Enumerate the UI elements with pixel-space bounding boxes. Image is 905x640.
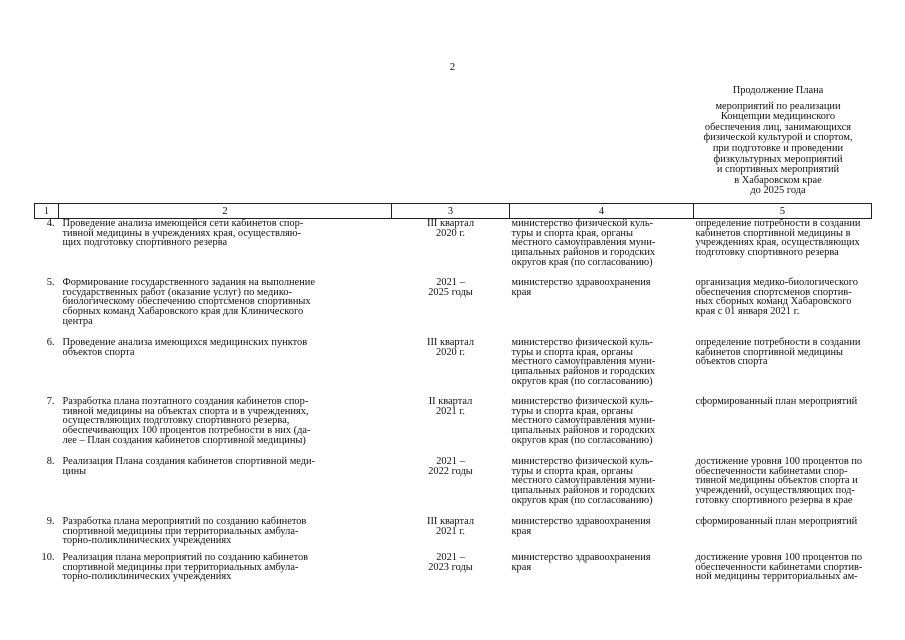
column-number-row <box>35 204 872 219</box>
heading-line: физкультурных мероприятий <box>713 153 843 165</box>
cell-text-line: местного самоуправления муни- <box>511 475 656 487</box>
cell-text-line: объектов спорта <box>62 346 135 358</box>
cell-text-line: спортивной медицины при территориальных амбула- <box>62 561 299 573</box>
heading-line: физической культурой и спортом, <box>703 132 853 144</box>
cell-text-line: обеспечения спортсменов спортив- <box>695 286 852 298</box>
cell-text-line: достижение уровня 100 процентов по <box>695 552 863 563</box>
cell-text-line: сформированный план мероприятий <box>695 516 858 527</box>
cell-text-line: готовку спортивного резерва в крае <box>695 494 853 506</box>
plan-table <box>34 203 872 593</box>
cell-text-line: торно-поликлинических учреждениях <box>62 535 232 547</box>
table-row <box>35 397 872 457</box>
cell-text-line: сборных команд Хабаровского края для Клинического <box>62 306 304 318</box>
cell-text-line: цины <box>62 465 87 477</box>
cell-text-line: края с 01 января 2021 г. <box>695 306 800 318</box>
heading-line: и спортивных мероприятий <box>716 164 840 176</box>
cell-text-line: Проведение анализа имеющихся медицинских пунктов <box>62 337 308 348</box>
cell-text-line: края <box>511 561 532 573</box>
cell-text-line: тивной медицины объектов спорта и <box>695 475 858 487</box>
cell-text-line: III квартал <box>426 337 475 348</box>
table-row <box>35 457 872 517</box>
table-row <box>35 278 872 338</box>
cell-text-line: определение потребности в создании <box>695 218 861 229</box>
result-cell <box>694 553 872 593</box>
term-cell <box>392 457 510 517</box>
cell-text-line: министерство физической куль- <box>511 396 654 407</box>
cell-text-line: ципальных районов и городских <box>511 485 656 497</box>
cell-text-line: туры и спорта края, органы <box>511 227 633 239</box>
heading-line: при подготовке и проведении <box>712 142 844 154</box>
document-heading <box>683 86 873 197</box>
row-number-cell: 10. <box>41 552 55 563</box>
cell-text-line: 2021 – <box>436 552 465 563</box>
event-cell <box>59 397 392 457</box>
cell-text-line: 2025 годы <box>428 286 473 298</box>
cell-text-line: Разработка плана поэтапного создания кабинетов спор- <box>62 396 309 407</box>
column-number-header: 3 <box>392 204 510 219</box>
executor-cell <box>510 517 694 553</box>
column-number-header: 4 <box>510 204 694 219</box>
cell-text-line: Реализация плана мероприятий по созданию кабинетов <box>62 552 309 563</box>
result-cell <box>694 457 872 517</box>
cell-text-line: определение потребности в создании <box>695 337 861 348</box>
cell-text-line: обеспеченности кабинетами спор- <box>695 465 848 477</box>
cell-text-line: ципальных районов и городских <box>511 247 656 259</box>
term-cell <box>392 219 510 279</box>
cell-text-line: Проведение анализа имеющейся сети кабинетов спор- <box>62 218 304 229</box>
cell-text-line: объектов спорта <box>695 356 768 368</box>
cell-text-line: министерство физической куль- <box>511 456 654 467</box>
cell-text-line: достижение уровня 100 процентов по <box>695 456 863 467</box>
column-number-header: 5 <box>694 204 872 219</box>
cell-text-line: щих подготовку спортивного резерва <box>62 237 228 249</box>
page-number: 2 <box>449 61 456 73</box>
column-number-header: 1 <box>35 204 59 219</box>
executor-cell <box>510 219 694 279</box>
cell-text-line: округов края (по согласованию) <box>511 256 653 268</box>
heading-title: Продолжение Плана <box>732 85 824 96</box>
table-row <box>35 219 872 279</box>
cell-text-line: 2021 – <box>436 456 465 467</box>
cell-text-line: министерство физической куль- <box>511 218 654 229</box>
heading-line: Концепции медицинского <box>720 111 836 123</box>
cell-text-line: местного самоуправления муни- <box>511 356 656 368</box>
cell-text-line: обеспеченности кабинетами спортив- <box>695 561 863 573</box>
cell-text-line: 2020 г. <box>435 346 466 358</box>
executor-cell <box>510 278 694 338</box>
cell-text-line: туры и спорта края, органы <box>511 465 633 477</box>
cell-text-line: центра <box>62 315 93 327</box>
cell-text-line: тивной медицины в учреждениях края, осуществляю- <box>62 227 302 239</box>
cell-text-line: учреждениях края, осуществляющих <box>695 237 860 249</box>
cell-text-line: сформированный план мероприятий <box>695 396 858 407</box>
event-cell <box>59 219 392 279</box>
cell-text-line: тивной медицины на объектах спорта и в учреждениях, <box>62 405 309 417</box>
row-number-cell: 4. <box>46 218 55 229</box>
term-cell <box>392 517 510 553</box>
heading-line: мероприятий по реализации <box>715 100 841 112</box>
executor-cell <box>510 338 694 397</box>
cell-text-line: министерство здравоохранения <box>511 277 651 288</box>
result-cell <box>694 219 872 279</box>
cell-text-line: 2021 г. <box>435 525 466 537</box>
row-number-cell: 5. <box>46 277 55 288</box>
cell-text-line: III квартал <box>426 516 475 527</box>
executor-cell <box>510 457 694 517</box>
cell-text-line: округов края (по согласованию) <box>511 434 653 446</box>
cell-text-line: торно-поликлинических учреждениях <box>62 571 232 583</box>
term-cell <box>392 278 510 338</box>
cell-text-line: края <box>511 525 532 537</box>
row-number-cell: 6. <box>46 337 55 348</box>
heading-line: до 2025 года <box>750 185 806 197</box>
result-cell <box>694 517 872 553</box>
executor-cell <box>510 397 694 457</box>
cell-text-line: кабинетов спортивной медицины <box>695 346 844 358</box>
row-number-cell: 9. <box>46 516 55 527</box>
cell-text-line: округов края (по согласованию) <box>511 375 653 387</box>
cell-text-line: ных сборных команд Хабаровского <box>695 296 852 308</box>
cell-text-line: 2021 г. <box>435 405 466 417</box>
term-cell <box>392 553 510 593</box>
table-row <box>35 517 872 553</box>
plan-table-body <box>35 219 872 594</box>
cell-text-line: организация медико-биологического <box>695 277 858 288</box>
cell-text-line: Формирование государственного задания на выполнение <box>62 277 315 288</box>
heading-line: обеспечения лиц, занимающихся <box>704 121 852 133</box>
cell-text-line: государственных работ (оказание услуг) по медико- <box>62 286 293 298</box>
cell-text-line: местного самоуправления муни- <box>511 415 656 427</box>
cell-text-line: министерство здравоохранения <box>511 552 651 563</box>
cell-text-line: 2021 – <box>436 277 465 288</box>
cell-text-line: туры и спорта края, органы <box>511 405 633 417</box>
cell-text-line: кабинетов спортивной медицины в <box>695 227 851 239</box>
result-cell <box>694 397 872 457</box>
cell-text-line: осуществляющих подготовку спортивного резерва, <box>62 415 290 427</box>
result-cell <box>694 338 872 397</box>
cell-text-line: подготовку спортивного резерва <box>695 247 839 259</box>
cell-text-line: местного самоуправления муни- <box>511 237 656 249</box>
cell-text-line: Разработка плана мероприятий по созданию кабинетов <box>62 516 307 527</box>
term-cell <box>392 338 510 397</box>
row-number-cell: 7. <box>46 396 55 407</box>
cell-text-line: туры и спорта края, органы <box>511 346 633 358</box>
cell-text-line: Реализация Плана создания кабинетов спортивной меди- <box>62 456 316 467</box>
cell-text-line: спортивной медицины при территориальных амбула- <box>62 525 299 537</box>
column-number-header: 2 <box>59 204 392 219</box>
event-cell <box>59 457 392 517</box>
cell-text-line: обеспечивающих 100 процентов потребности в них (да- <box>62 425 311 437</box>
cell-text-line: ципальных районов и городских <box>511 366 656 378</box>
event-cell <box>59 338 392 397</box>
cell-text-line: округов края (по согласованию) <box>511 494 653 506</box>
cell-text-line: министерство здравоохранения <box>511 516 651 527</box>
table-row <box>35 553 872 593</box>
result-cell <box>694 278 872 338</box>
cell-text-line: II квартал <box>428 396 473 407</box>
heading-line: в Хабаровском крае <box>734 174 822 186</box>
table-row <box>35 338 872 397</box>
cell-text-line: биологическому обеспечению спортсменов спортивных <box>62 296 311 308</box>
event-cell <box>59 278 392 338</box>
cell-text-line: III квартал <box>426 218 475 229</box>
cell-text-line: 2022 годы <box>428 465 473 477</box>
cell-text-line: лее – План создания кабинетов спортивной медицины) <box>62 434 306 446</box>
row-number-cell: 8. <box>46 456 55 467</box>
cell-text-line: ной медицины территориальных ам- <box>695 571 858 583</box>
event-cell <box>59 553 392 593</box>
cell-text-line: учреждений, осуществляющих под- <box>695 485 855 497</box>
cell-text-line: края <box>511 286 532 298</box>
cell-text-line: министерство физической куль- <box>511 337 654 348</box>
cell-text-line: ципальных районов и городских <box>511 425 656 437</box>
term-cell <box>392 397 510 457</box>
cell-text-line: 2020 г. <box>435 227 466 239</box>
cell-text-line: 2023 годы <box>428 561 473 573</box>
executor-cell <box>510 553 694 593</box>
event-cell <box>59 517 392 553</box>
